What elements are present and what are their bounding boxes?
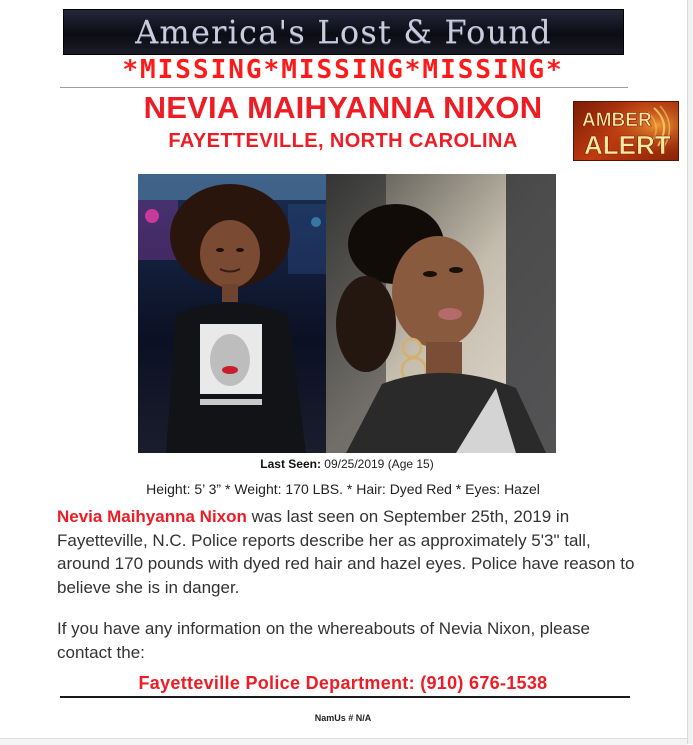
page-scrollbar-edge <box>687 0 693 744</box>
amber-alert-line2: ALERT <box>584 130 671 160</box>
contact-phone-line: Fayetteville Police Department: (910) 676-1538 <box>138 673 548 693</box>
description-name: Nevia Maihyanna Nixon <box>57 507 247 526</box>
description-text: was last seen on September 25th, 2019 in Fayetteville, N.C. Police reports describe her as approximately 5'3" tall, around 170 pounds with dyed red hair and hazel eyes. Police have reason to believe she is in danger. <box>57 507 635 597</box>
header-divider <box>60 87 628 88</box>
physical-stats: Height: 5’ 3” * Weight: 170 LBS. * Hair: Dyed Red * Eyes: Hazel <box>146 481 540 497</box>
photo-left <box>138 174 326 453</box>
missing-banner: *MISSING*MISSING*MISSING* <box>122 55 564 85</box>
site-banner-title: America's Lost & Found <box>135 13 552 51</box>
contact-request-paragraph: If you have any information on the whereabouts of Nevia Nixon, please contact the: <box>57 619 590 662</box>
photo-right-image <box>326 174 556 453</box>
photo-right <box>326 174 556 453</box>
last-seen-label: Last Seen: <box>260 457 321 471</box>
amber-alert-line1: AMBER <box>582 110 652 131</box>
photo-left-image <box>138 174 326 453</box>
missing-person-location: FAYETTEVILLE, NORTH CAROLINA <box>168 130 518 152</box>
footer-divider <box>60 696 630 698</box>
last-seen-line <box>138 456 556 472</box>
amber-alert-icon <box>574 102 678 160</box>
namus-number: NamUs # N/A <box>314 713 372 723</box>
amber-alert-logo <box>573 101 679 161</box>
last-seen-value: 09/25/2019 (Age 15) <box>324 457 434 471</box>
site-banner <box>63 9 624 55</box>
description-paragraph <box>57 505 647 599</box>
missing-person-name: NEVIA MAIHYANNA NIXON <box>143 90 543 125</box>
